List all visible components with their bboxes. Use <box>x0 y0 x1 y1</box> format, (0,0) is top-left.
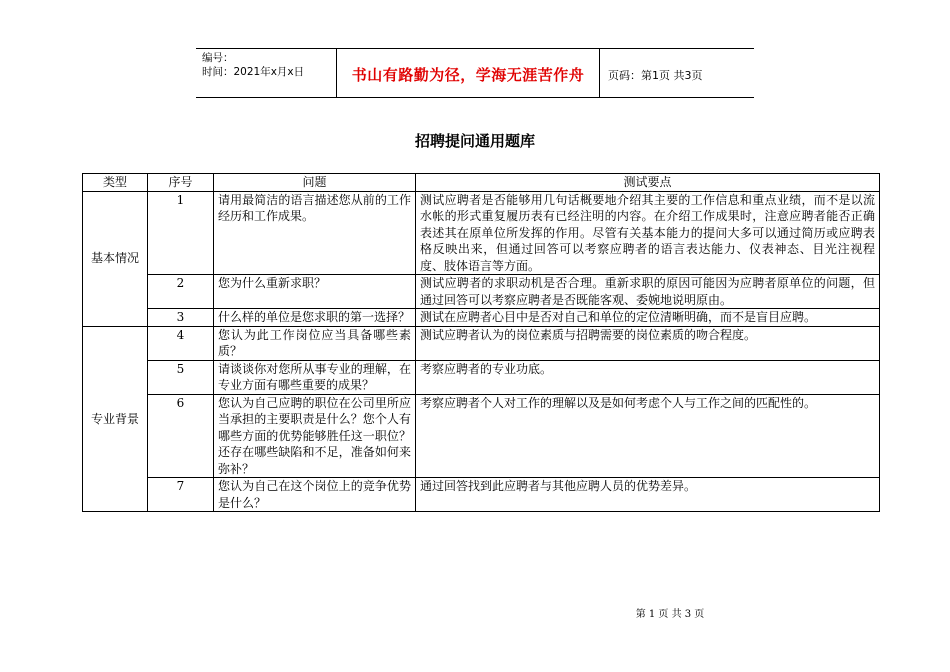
header-motto: 书山有路勤为径，学海无涯苦作舟 <box>351 66 585 84</box>
question-cell: 什么样的单位是您求职的第一选择？ <box>214 309 416 327</box>
document-date: 时间：2021年x月x日 <box>202 66 305 78</box>
table-row <box>83 478 880 512</box>
header-divider <box>599 49 600 97</box>
test-point-cell: 考察应聘者的专业功底。 <box>416 360 880 394</box>
column-header-type: 类型 <box>83 174 148 192</box>
question-cell: 请用最简洁的语言描述您从前的工作经历和工作成果。 <box>214 191 416 275</box>
column-header-test-point: 测试要点 <box>416 174 880 192</box>
table-row <box>83 360 880 394</box>
question-cell: 您认为自己应聘的职位在公司里所应当承担的主要职责是什么？您个人有哪些方面的优势能够胜任这一职位？还存在哪些缺陷和不足，准备如何来弥补？ <box>214 394 416 478</box>
table-row <box>83 309 880 327</box>
test-point-cell: 考察应聘者个人对工作的理解以及是如何考虑个人与工作之间的匹配性的。 <box>416 394 880 478</box>
test-point-cell: 测试在应聘者心目中是否对自己和单位的定位清晰明确，而不是盲目应聘。 <box>416 309 880 327</box>
question-table <box>82 173 880 512</box>
question-cell: 请谈谈你对您所从事专业的理解，在专业方面有哪些重要的成果？ <box>214 360 416 394</box>
page-footer: 第 1 页 共 3 页 <box>635 609 705 620</box>
table-row <box>83 394 880 478</box>
table-row <box>83 191 880 275</box>
header-page-info: 页码：第1页 共3页 <box>608 69 703 82</box>
header-meta <box>202 51 330 79</box>
category-cell: 基本情况 <box>83 191 148 326</box>
row-number: 4 <box>148 326 214 360</box>
question-cell: 您为什么重新求职？ <box>214 275 416 309</box>
table-row <box>83 275 880 309</box>
table-header-row <box>83 174 880 192</box>
page-title: 招聘提问通用题库 <box>414 132 535 150</box>
document-number-label: 编号： <box>202 52 234 64</box>
test-point-cell: 测试应聘者认为的岗位素质与招聘需要的岗位素质的吻合程度。 <box>416 326 880 360</box>
row-number: 2 <box>148 275 214 309</box>
row-number: 6 <box>148 394 214 478</box>
page-header <box>196 48 754 98</box>
test-point-cell: 测试应聘者是否能够用几句话概要地介绍其主要的工作信息和重点业绩，而不是以流水帐的形式重复履历表有已经注明的内容。在介绍工作成果时，注意应聘者能否正确表述其在原单位所发挥的作用。尽管有关基本能力的提问大多可以通过简历或应聘表格反映出来，但通过回答可以考察应聘者的语言表达能力、仪表神态、目光注视程度、肢体语言等方面。 <box>416 191 880 275</box>
row-number: 5 <box>148 360 214 394</box>
test-point-cell: 测试应聘者的求职动机是否合理。重新求职的原因可能因为应聘者原单位的问题，但通过回答可以考察应聘者是否既能客观、委婉地说明原由。 <box>416 275 880 309</box>
column-header-question: 问题 <box>214 174 416 192</box>
row-number: 3 <box>148 309 214 327</box>
question-cell: 您认为自己在这个岗位上的竞争优势是什么？ <box>214 478 416 512</box>
question-cell: 您认为此工作岗位应当具备哪些素质？ <box>214 326 416 360</box>
test-point-cell: 通过回答找到此应聘者与其他应聘人员的优势差异。 <box>416 478 880 512</box>
row-number: 7 <box>148 478 214 512</box>
table-row <box>83 326 880 360</box>
column-header-number: 序号 <box>148 174 214 192</box>
category-cell: 专业背景 <box>83 326 148 512</box>
row-number: 1 <box>148 191 214 275</box>
